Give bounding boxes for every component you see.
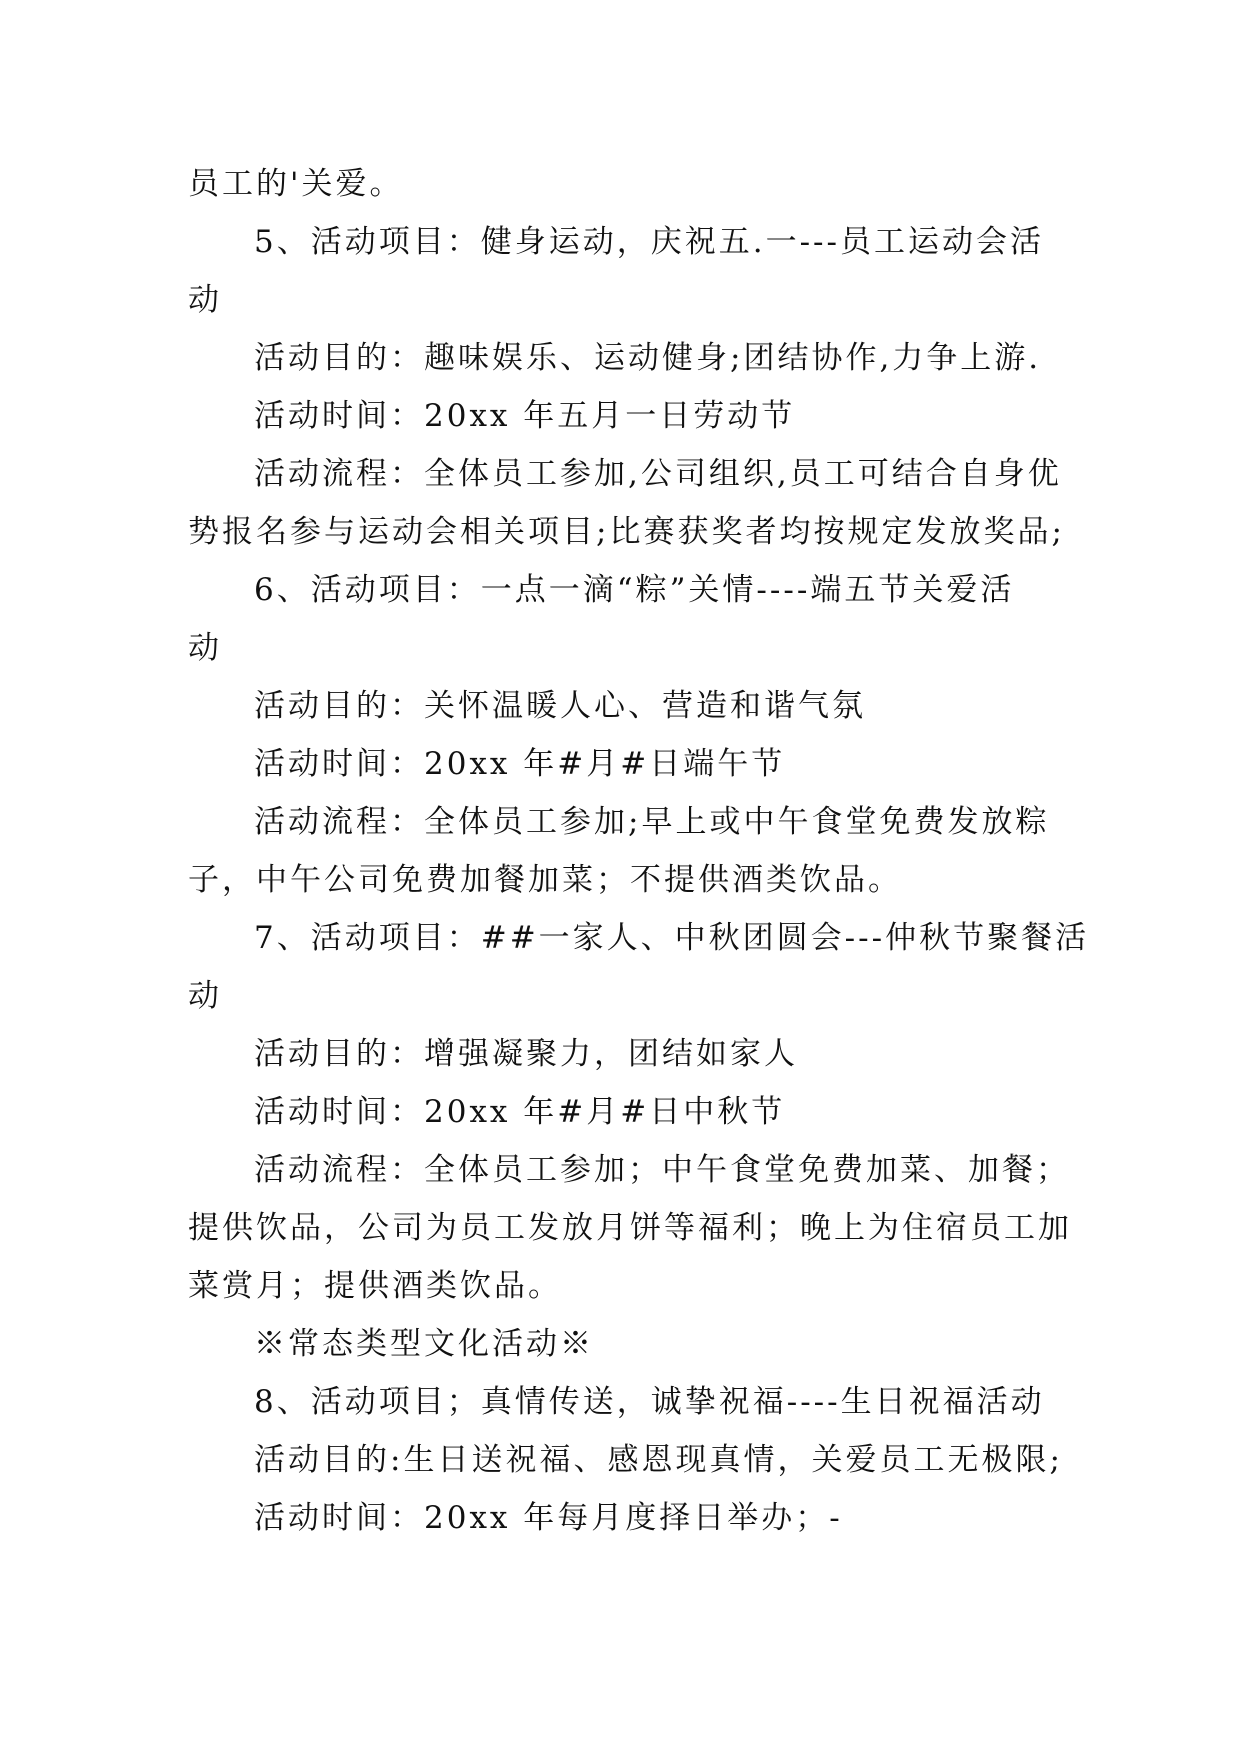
text-line: 员工的'关爱。 <box>188 166 404 202</box>
text-line: 势报名参与运动会相关项目;比赛获奖者均按规定发放奖品; <box>188 514 1065 550</box>
text-line: 5、活动项目：健身运动，庆祝五.一---员工运动会活 <box>254 224 1044 260</box>
text-line: 活动时间：20xx 年#月#日端午节 <box>254 746 786 782</box>
text-line: 活动流程：全体员工参加；中午食堂免费加菜、加餐； <box>254 1152 1070 1188</box>
text-line: 活动时间：20xx 年五月一日劳动节 <box>254 398 796 434</box>
text-line: 活动时间：20xx 年每月度择日举办；- <box>254 1500 843 1536</box>
text-line: 子，中午公司免费加餐加菜；不提供酒类饮品。 <box>188 862 902 898</box>
text-line: 菜赏月；提供酒类饮品。 <box>188 1268 562 1304</box>
text-line: 活动时间：20xx 年#月#日中秋节 <box>254 1094 786 1130</box>
text-line: 动 <box>188 978 222 1014</box>
text-line: 6、活动项目：一点一滴“粽”关情----端五节关爱活 <box>254 572 1015 608</box>
text-line: 活动流程：全体员工参加,公司组织,员工可结合自身优 <box>254 456 1062 492</box>
text-line: 活动流程：全体员工参加;早上或中午食堂免费发放粽 <box>254 804 1050 840</box>
text-line: 8、活动项目；真情传送，诚挚祝福----生日祝福活动 <box>254 1384 1045 1420</box>
document-body <box>188 155 1090 1547</box>
text-line: 动 <box>188 282 222 318</box>
text-line: 活动目的：关怀温暖人心、营造和谐气氛 <box>254 688 866 724</box>
text-line: 7、活动项目：##一家人、中秋团圆会---仲秋节聚餐活 <box>254 920 1090 956</box>
text-line: 活动目的：增强凝聚力，团结如家人 <box>254 1036 798 1072</box>
text-line: 活动目的:生日送祝福、感恩现真情，关爱员工无极限; <box>254 1442 1063 1478</box>
text-line: 动 <box>188 630 222 666</box>
text-line: 提供饮品，公司为员工发放月饼等福利；晚上为住宿员工加 <box>188 1210 1072 1246</box>
text-line: 活动目的：趣味娱乐、运动健身;团结协作,力争上游. <box>254 340 1042 376</box>
section-heading: ※常态类型文化活动※ <box>254 1326 594 1362</box>
